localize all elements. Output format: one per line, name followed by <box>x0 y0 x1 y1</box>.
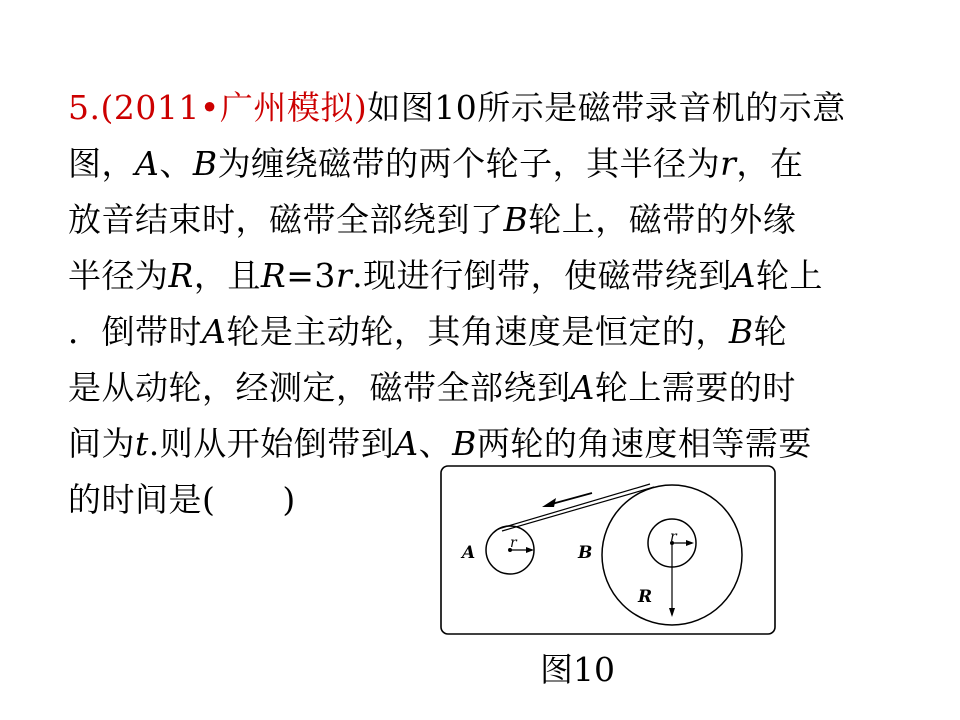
text-run: 、 <box>418 424 453 463</box>
text-run: ．倒带时 <box>68 312 202 351</box>
problem-text <box>68 80 898 528</box>
text-run: ，且 <box>193 256 261 295</box>
text-run: 轮上，磁带的外缘 <box>528 200 797 239</box>
math-variable: R <box>260 256 287 295</box>
text-run: 轮是主动轮，其角速度是恒定的， <box>226 312 729 351</box>
text-run: 轮上 <box>756 256 823 295</box>
label-r-b: r <box>670 529 677 545</box>
text-run: 是从动轮，经测定，磁带全部绕到 <box>68 368 571 407</box>
problem-line-3 <box>68 192 898 248</box>
text-run: 图， <box>68 144 135 183</box>
label-r-a: r <box>510 535 517 551</box>
math-variable: B <box>728 312 754 351</box>
text-run: 轮上需要的时 <box>594 368 796 407</box>
figure-caption: 图10 <box>540 650 615 689</box>
tape-recorder-figure <box>440 465 776 635</box>
tape-line-lower <box>502 487 654 531</box>
problem-line-5 <box>68 304 898 360</box>
text-run: 轮 <box>753 312 788 351</box>
text-run: 半径为 <box>68 256 169 295</box>
math-variable: R <box>168 256 194 295</box>
math-variable: r <box>335 256 353 295</box>
problem-number: 5. <box>68 88 101 127</box>
label-big-r: R <box>638 587 653 607</box>
problem-line-content <box>367 88 846 127</box>
problem-line-4 <box>68 248 898 304</box>
text-run: .则从开始倒带到 <box>148 424 395 463</box>
wheel-b-big-radius-arrow <box>669 608 675 617</box>
math-variable: A <box>731 256 756 295</box>
text-run: 、 <box>159 144 193 183</box>
text-run: 放音结束时，磁带全部绕到了 <box>68 200 504 239</box>
label-a: A <box>462 543 476 563</box>
text-run: =3 <box>286 256 336 295</box>
problem-line-6 <box>68 360 898 416</box>
math-variable: B <box>192 144 218 183</box>
figure-drawing <box>440 465 776 635</box>
problem-source: (2011•广州模拟) <box>100 88 368 127</box>
math-variable: A <box>135 144 160 183</box>
problem-line-7 <box>68 416 898 472</box>
math-variable: B <box>503 200 529 239</box>
label-b: B <box>578 543 593 563</box>
problem-line-2 <box>68 136 898 192</box>
wheel-a-radius-arrow <box>526 547 534 553</box>
text-run: 为缠绕磁带的两个轮子，其半径为 <box>217 144 721 183</box>
text-run: .现进行倒带，使磁带绕到 <box>352 256 732 295</box>
math-variable: t <box>135 424 149 463</box>
text-run: 两轮的角速度相等需要 <box>476 424 812 463</box>
wheel-b-radius-arrow <box>686 540 694 546</box>
math-variable: A <box>394 424 419 463</box>
figure-frame <box>441 466 775 634</box>
direction-arrow-head <box>542 498 556 507</box>
math-variable: B <box>452 424 477 463</box>
tape-line-upper <box>498 484 650 529</box>
math-variable: A <box>570 368 595 407</box>
text-run: ，在 <box>736 144 804 183</box>
math-variable: A <box>202 312 227 351</box>
problem-line-1 <box>68 80 898 136</box>
text-run: 如图10所示是磁带录音机的示意 <box>367 88 846 127</box>
text-run: 的时间是( ) <box>68 480 296 519</box>
text-run: 间为 <box>68 424 135 463</box>
math-variable: r <box>720 144 737 183</box>
